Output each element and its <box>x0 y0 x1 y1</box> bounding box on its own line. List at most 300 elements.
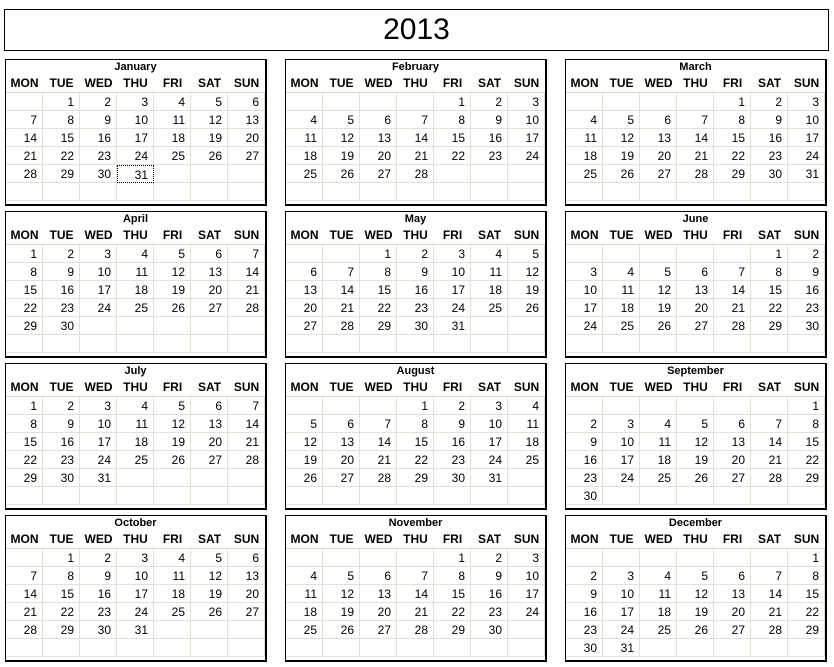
day-cell[interactable]: 4 <box>286 111 323 129</box>
day-cell[interactable]: 29 <box>714 165 751 183</box>
empty-cell[interactable] <box>714 245 751 263</box>
day-cell[interactable]: 24 <box>117 147 154 165</box>
day-cell[interactable]: 6 <box>677 263 714 281</box>
empty-cell[interactable] <box>434 639 471 657</box>
day-cell[interactable]: 7 <box>714 263 751 281</box>
day-cell[interactable]: 27 <box>360 621 397 639</box>
day-cell[interactable]: 21 <box>397 603 434 621</box>
empty-cell[interactable] <box>191 621 228 639</box>
day-cell[interactable]: 14 <box>677 129 714 147</box>
day-cell[interactable]: 20 <box>286 299 323 317</box>
day-cell[interactable]: 10 <box>471 415 508 433</box>
empty-cell[interactable] <box>397 335 434 353</box>
day-cell[interactable]: 11 <box>640 585 677 603</box>
day-cell[interactable]: 26 <box>677 469 714 487</box>
day-cell[interactable]: 8 <box>397 415 434 433</box>
day-cell[interactable]: 8 <box>714 111 751 129</box>
day-cell[interactable]: 10 <box>117 567 154 585</box>
empty-cell[interactable] <box>6 639 43 657</box>
day-cell[interactable]: 20 <box>677 299 714 317</box>
day-cell[interactable]: 20 <box>191 281 228 299</box>
empty-cell[interactable] <box>6 93 43 111</box>
day-cell[interactable]: 13 <box>360 585 397 603</box>
day-cell[interactable]: 22 <box>43 603 80 621</box>
day-cell[interactable]: 14 <box>323 281 360 299</box>
day-cell[interactable]: 6 <box>228 549 265 567</box>
day-cell[interactable]: 3 <box>788 93 825 111</box>
day-cell[interactable]: 12 <box>323 129 360 147</box>
day-cell[interactable]: 1 <box>434 549 471 567</box>
day-cell[interactable]: 24 <box>434 299 471 317</box>
empty-cell[interactable] <box>566 397 603 415</box>
empty-cell[interactable] <box>6 335 43 353</box>
day-cell[interactable]: 13 <box>323 433 360 451</box>
day-cell[interactable]: 7 <box>323 263 360 281</box>
day-cell[interactable]: 24 <box>603 621 640 639</box>
day-cell[interactable]: 21 <box>323 299 360 317</box>
empty-cell[interactable] <box>677 245 714 263</box>
day-cell[interactable]: 17 <box>117 129 154 147</box>
day-cell[interactable]: 22 <box>788 451 825 469</box>
day-cell[interactable]: 11 <box>566 129 603 147</box>
empty-cell[interactable] <box>323 639 360 657</box>
day-cell[interactable]: 23 <box>751 147 788 165</box>
day-cell[interactable]: 7 <box>397 567 434 585</box>
empty-cell[interactable] <box>677 335 714 353</box>
day-cell[interactable]: 21 <box>397 147 434 165</box>
day-cell[interactable]: 8 <box>43 111 80 129</box>
day-cell[interactable]: 12 <box>154 415 191 433</box>
day-cell[interactable]: 25 <box>286 165 323 183</box>
day-cell[interactable]: 3 <box>508 93 545 111</box>
empty-cell[interactable] <box>603 335 640 353</box>
empty-cell[interactable] <box>566 549 603 567</box>
empty-cell[interactable] <box>714 183 751 201</box>
empty-cell[interactable] <box>360 397 397 415</box>
day-cell[interactable]: 19 <box>323 603 360 621</box>
empty-cell[interactable] <box>323 549 360 567</box>
day-cell[interactable]: 8 <box>434 567 471 585</box>
day-cell[interactable]: 17 <box>566 299 603 317</box>
day-cell[interactable]: 2 <box>43 245 80 263</box>
empty-cell[interactable] <box>788 335 825 353</box>
day-cell[interactable]: 14 <box>6 585 43 603</box>
day-cell[interactable]: 17 <box>603 451 640 469</box>
day-cell[interactable]: 13 <box>714 585 751 603</box>
day-cell[interactable]: 30 <box>751 165 788 183</box>
empty-cell[interactable] <box>677 639 714 657</box>
day-cell[interactable]: 20 <box>640 147 677 165</box>
day-cell[interactable]: 5 <box>191 549 228 567</box>
empty-cell[interactable] <box>191 317 228 335</box>
day-cell[interactable]: 20 <box>360 603 397 621</box>
empty-cell[interactable] <box>191 165 228 183</box>
day-cell[interactable]: 7 <box>397 111 434 129</box>
day-cell[interactable]: 15 <box>43 129 80 147</box>
day-cell[interactable]: 23 <box>471 147 508 165</box>
empty-cell[interactable] <box>751 487 788 505</box>
empty-cell[interactable] <box>640 93 677 111</box>
empty-cell[interactable] <box>80 335 117 353</box>
day-cell[interactable]: 26 <box>154 299 191 317</box>
day-cell[interactable]: 22 <box>6 451 43 469</box>
empty-cell[interactable] <box>43 183 80 201</box>
empty-cell[interactable] <box>154 469 191 487</box>
empty-cell[interactable] <box>286 245 323 263</box>
day-cell[interactable]: 15 <box>6 281 43 299</box>
day-cell[interactable]: 4 <box>117 245 154 263</box>
day-cell[interactable]: 25 <box>154 147 191 165</box>
day-cell[interactable]: 30 <box>471 621 508 639</box>
empty-cell[interactable] <box>191 335 228 353</box>
day-cell[interactable]: 18 <box>603 299 640 317</box>
day-cell[interactable]: 1 <box>43 549 80 567</box>
day-cell[interactable]: 18 <box>640 451 677 469</box>
day-cell[interactable]: 29 <box>43 621 80 639</box>
empty-cell[interactable] <box>6 183 43 201</box>
day-cell[interactable]: 6 <box>640 111 677 129</box>
day-cell[interactable]: 15 <box>434 585 471 603</box>
day-cell[interactable]: 4 <box>154 549 191 567</box>
day-cell[interactable]: 1 <box>360 245 397 263</box>
day-cell[interactable]: 3 <box>508 549 545 567</box>
day-cell[interactable]: 14 <box>228 263 265 281</box>
day-cell[interactable]: 21 <box>360 451 397 469</box>
day-cell[interactable]: 6 <box>286 263 323 281</box>
empty-cell[interactable] <box>508 335 545 353</box>
day-cell[interactable]: 1 <box>788 549 825 567</box>
empty-cell[interactable] <box>677 549 714 567</box>
day-cell[interactable]: 16 <box>80 129 117 147</box>
day-cell[interactable]: 5 <box>191 93 228 111</box>
day-cell[interactable]: 22 <box>397 451 434 469</box>
day-cell[interactable]: 21 <box>228 433 265 451</box>
empty-cell[interactable] <box>397 487 434 505</box>
day-cell[interactable]: 19 <box>677 451 714 469</box>
day-cell[interactable]: 26 <box>323 165 360 183</box>
empty-cell[interactable] <box>154 621 191 639</box>
day-cell[interactable]: 28 <box>751 621 788 639</box>
empty-cell[interactable] <box>640 183 677 201</box>
day-cell[interactable]: 5 <box>154 245 191 263</box>
empty-cell[interactable] <box>117 639 154 657</box>
empty-cell[interactable] <box>360 183 397 201</box>
empty-cell[interactable] <box>191 639 228 657</box>
day-cell[interactable]: 1 <box>751 245 788 263</box>
day-cell[interactable]: 5 <box>640 263 677 281</box>
empty-cell[interactable] <box>508 183 545 201</box>
empty-cell[interactable] <box>677 397 714 415</box>
empty-cell[interactable] <box>154 183 191 201</box>
day-cell[interactable]: 13 <box>640 129 677 147</box>
empty-cell[interactable] <box>154 335 191 353</box>
day-cell[interactable]: 2 <box>434 397 471 415</box>
day-cell[interactable]: 14 <box>397 585 434 603</box>
day-cell[interactable]: 6 <box>323 415 360 433</box>
day-cell[interactable]: 26 <box>191 147 228 165</box>
empty-cell[interactable] <box>228 621 265 639</box>
day-cell[interactable]: 3 <box>603 415 640 433</box>
day-cell[interactable]: 29 <box>6 469 43 487</box>
empty-cell[interactable] <box>117 183 154 201</box>
day-cell[interactable]: 28 <box>228 451 265 469</box>
day-cell[interactable]: 25 <box>471 299 508 317</box>
day-cell[interactable]: 31 <box>603 639 640 657</box>
day-cell[interactable]: 9 <box>80 567 117 585</box>
empty-cell[interactable] <box>191 183 228 201</box>
day-cell[interactable]: 3 <box>117 93 154 111</box>
day-cell[interactable]: 9 <box>471 111 508 129</box>
empty-cell[interactable] <box>751 183 788 201</box>
empty-cell[interactable] <box>43 639 80 657</box>
day-cell[interactable]: 7 <box>228 245 265 263</box>
day-cell[interactable]: 10 <box>508 567 545 585</box>
day-cell[interactable]: 22 <box>714 147 751 165</box>
empty-cell[interactable] <box>508 469 545 487</box>
day-cell[interactable]: 2 <box>471 93 508 111</box>
day-cell[interactable]: 5 <box>323 567 360 585</box>
day-cell[interactable]: 2 <box>80 549 117 567</box>
day-cell[interactable]: 10 <box>566 281 603 299</box>
day-cell[interactable]: 26 <box>603 165 640 183</box>
day-cell[interactable]: 5 <box>154 397 191 415</box>
day-cell[interactable]: 11 <box>471 263 508 281</box>
day-cell[interactable]: 29 <box>434 621 471 639</box>
day-cell[interactable]: 15 <box>434 129 471 147</box>
day-cell[interactable]: 24 <box>471 451 508 469</box>
day-cell[interactable]: 20 <box>714 451 751 469</box>
day-cell[interactable]: 25 <box>603 317 640 335</box>
day-cell[interactable]: 7 <box>751 567 788 585</box>
day-cell[interactable]: 19 <box>154 433 191 451</box>
day-cell[interactable]: 27 <box>228 147 265 165</box>
empty-cell[interactable] <box>154 165 191 183</box>
empty-cell[interactable] <box>228 487 265 505</box>
day-cell[interactable]: 21 <box>228 281 265 299</box>
day-cell[interactable]: 16 <box>566 451 603 469</box>
day-cell[interactable]: 30 <box>434 469 471 487</box>
day-cell[interactable]: 22 <box>751 299 788 317</box>
day-cell[interactable]: 17 <box>80 281 117 299</box>
day-cell[interactable]: 29 <box>360 317 397 335</box>
day-cell[interactable]: 10 <box>603 585 640 603</box>
empty-cell[interactable] <box>80 487 117 505</box>
empty-cell[interactable] <box>323 487 360 505</box>
day-cell[interactable]: 31 <box>80 469 117 487</box>
day-cell[interactable]: 21 <box>6 603 43 621</box>
day-cell[interactable]: 13 <box>191 263 228 281</box>
day-cell[interactable]: 17 <box>508 129 545 147</box>
empty-cell[interactable] <box>434 487 471 505</box>
empty-cell[interactable] <box>323 397 360 415</box>
day-cell[interactable]: 12 <box>191 111 228 129</box>
day-cell[interactable]: 14 <box>751 433 788 451</box>
day-cell[interactable]: 27 <box>228 603 265 621</box>
day-cell[interactable]: 23 <box>80 603 117 621</box>
day-cell[interactable]: 13 <box>228 111 265 129</box>
day-cell[interactable]: 8 <box>43 567 80 585</box>
day-cell[interactable]: 30 <box>80 165 117 183</box>
empty-cell[interactable] <box>360 487 397 505</box>
day-cell[interactable]: 12 <box>603 129 640 147</box>
day-cell[interactable]: 1 <box>714 93 751 111</box>
day-cell[interactable]: 14 <box>228 415 265 433</box>
day-cell[interactable]: 10 <box>603 433 640 451</box>
day-cell-selected[interactable]: 31 <box>117 165 154 183</box>
empty-cell[interactable] <box>714 639 751 657</box>
empty-cell[interactable] <box>117 335 154 353</box>
empty-cell[interactable] <box>566 183 603 201</box>
day-cell[interactable]: 31 <box>471 469 508 487</box>
day-cell[interactable]: 1 <box>6 245 43 263</box>
empty-cell[interactable] <box>788 183 825 201</box>
empty-cell[interactable] <box>566 245 603 263</box>
day-cell[interactable]: 27 <box>191 299 228 317</box>
day-cell[interactable]: 18 <box>286 147 323 165</box>
day-cell[interactable]: 25 <box>640 621 677 639</box>
day-cell[interactable]: 19 <box>191 585 228 603</box>
day-cell[interactable]: 24 <box>508 603 545 621</box>
day-cell[interactable]: 24 <box>603 469 640 487</box>
day-cell[interactable]: 30 <box>43 317 80 335</box>
day-cell[interactable]: 16 <box>566 603 603 621</box>
day-cell[interactable]: 7 <box>677 111 714 129</box>
day-cell[interactable]: 5 <box>508 245 545 263</box>
day-cell[interactable]: 26 <box>286 469 323 487</box>
empty-cell[interactable] <box>360 549 397 567</box>
day-cell[interactable]: 10 <box>117 111 154 129</box>
day-cell[interactable]: 18 <box>640 603 677 621</box>
day-cell[interactable]: 5 <box>286 415 323 433</box>
empty-cell[interactable] <box>751 639 788 657</box>
day-cell[interactable]: 3 <box>566 263 603 281</box>
empty-cell[interactable] <box>603 183 640 201</box>
day-cell[interactable]: 18 <box>471 281 508 299</box>
empty-cell[interactable] <box>508 639 545 657</box>
empty-cell[interactable] <box>471 639 508 657</box>
empty-cell[interactable] <box>714 335 751 353</box>
day-cell[interactable]: 13 <box>191 415 228 433</box>
day-cell[interactable]: 20 <box>191 433 228 451</box>
day-cell[interactable]: 11 <box>286 129 323 147</box>
day-cell[interactable]: 2 <box>566 415 603 433</box>
empty-cell[interactable] <box>80 639 117 657</box>
day-cell[interactable]: 23 <box>566 469 603 487</box>
empty-cell[interactable] <box>286 639 323 657</box>
day-cell[interactable]: 5 <box>603 111 640 129</box>
day-cell[interactable]: 1 <box>397 397 434 415</box>
day-cell[interactable]: 1 <box>6 397 43 415</box>
day-cell[interactable]: 29 <box>43 165 80 183</box>
day-cell[interactable]: 30 <box>43 469 80 487</box>
empty-cell[interactable] <box>751 397 788 415</box>
day-cell[interactable]: 31 <box>788 165 825 183</box>
empty-cell[interactable] <box>751 335 788 353</box>
day-cell[interactable]: 7 <box>360 415 397 433</box>
empty-cell[interactable] <box>471 183 508 201</box>
day-cell[interactable]: 17 <box>117 585 154 603</box>
day-cell[interactable]: 19 <box>603 147 640 165</box>
day-cell[interactable]: 30 <box>397 317 434 335</box>
empty-cell[interactable] <box>677 93 714 111</box>
day-cell[interactable]: 4 <box>640 415 677 433</box>
day-cell[interactable]: 18 <box>154 585 191 603</box>
day-cell[interactable]: 23 <box>566 621 603 639</box>
day-cell[interactable]: 4 <box>640 567 677 585</box>
empty-cell[interactable] <box>228 183 265 201</box>
day-cell[interactable]: 22 <box>788 603 825 621</box>
day-cell[interactable]: 14 <box>751 585 788 603</box>
empty-cell[interactable] <box>640 549 677 567</box>
empty-cell[interactable] <box>286 487 323 505</box>
day-cell[interactable]: 6 <box>191 245 228 263</box>
day-cell[interactable]: 11 <box>154 567 191 585</box>
day-cell[interactable]: 22 <box>6 299 43 317</box>
day-cell[interactable]: 12 <box>677 433 714 451</box>
empty-cell[interactable] <box>471 317 508 335</box>
day-cell[interactable]: 23 <box>397 299 434 317</box>
empty-cell[interactable] <box>603 93 640 111</box>
day-cell[interactable]: 12 <box>640 281 677 299</box>
day-cell[interactable]: 30 <box>566 487 603 505</box>
day-cell[interactable]: 27 <box>640 165 677 183</box>
day-cell[interactable]: 30 <box>566 639 603 657</box>
empty-cell[interactable] <box>191 487 228 505</box>
day-cell[interactable]: 16 <box>434 433 471 451</box>
day-cell[interactable]: 28 <box>714 317 751 335</box>
day-cell[interactable]: 2 <box>751 93 788 111</box>
day-cell[interactable]: 14 <box>397 129 434 147</box>
day-cell[interactable]: 10 <box>80 263 117 281</box>
day-cell[interactable]: 9 <box>43 263 80 281</box>
day-cell[interactable]: 31 <box>434 317 471 335</box>
day-cell[interactable]: 3 <box>603 567 640 585</box>
empty-cell[interactable] <box>603 549 640 567</box>
day-cell[interactable]: 22 <box>434 147 471 165</box>
day-cell[interactable]: 16 <box>471 585 508 603</box>
day-cell[interactable]: 1 <box>43 93 80 111</box>
day-cell[interactable]: 10 <box>508 111 545 129</box>
day-cell[interactable]: 9 <box>566 433 603 451</box>
day-cell[interactable]: 9 <box>566 585 603 603</box>
empty-cell[interactable] <box>640 245 677 263</box>
day-cell[interactable]: 3 <box>80 245 117 263</box>
day-cell[interactable]: 20 <box>228 585 265 603</box>
day-cell[interactable]: 18 <box>117 433 154 451</box>
day-cell[interactable]: 11 <box>640 433 677 451</box>
day-cell[interactable]: 9 <box>751 111 788 129</box>
day-cell[interactable]: 2 <box>471 549 508 567</box>
day-cell[interactable]: 24 <box>80 451 117 469</box>
day-cell[interactable]: 27 <box>191 451 228 469</box>
empty-cell[interactable] <box>471 487 508 505</box>
day-cell[interactable]: 13 <box>714 433 751 451</box>
empty-cell[interactable] <box>6 549 43 567</box>
day-cell[interactable]: 25 <box>566 165 603 183</box>
empty-cell[interactable] <box>286 335 323 353</box>
day-cell[interactable]: 2 <box>80 93 117 111</box>
day-cell[interactable]: 21 <box>751 451 788 469</box>
empty-cell[interactable] <box>360 335 397 353</box>
day-cell[interactable]: 20 <box>228 129 265 147</box>
empty-cell[interactable] <box>228 469 265 487</box>
day-cell[interactable]: 9 <box>43 415 80 433</box>
day-cell[interactable]: 18 <box>117 281 154 299</box>
empty-cell[interactable] <box>434 165 471 183</box>
day-cell[interactable]: 24 <box>117 603 154 621</box>
day-cell[interactable]: 11 <box>508 415 545 433</box>
empty-cell[interactable] <box>508 165 545 183</box>
